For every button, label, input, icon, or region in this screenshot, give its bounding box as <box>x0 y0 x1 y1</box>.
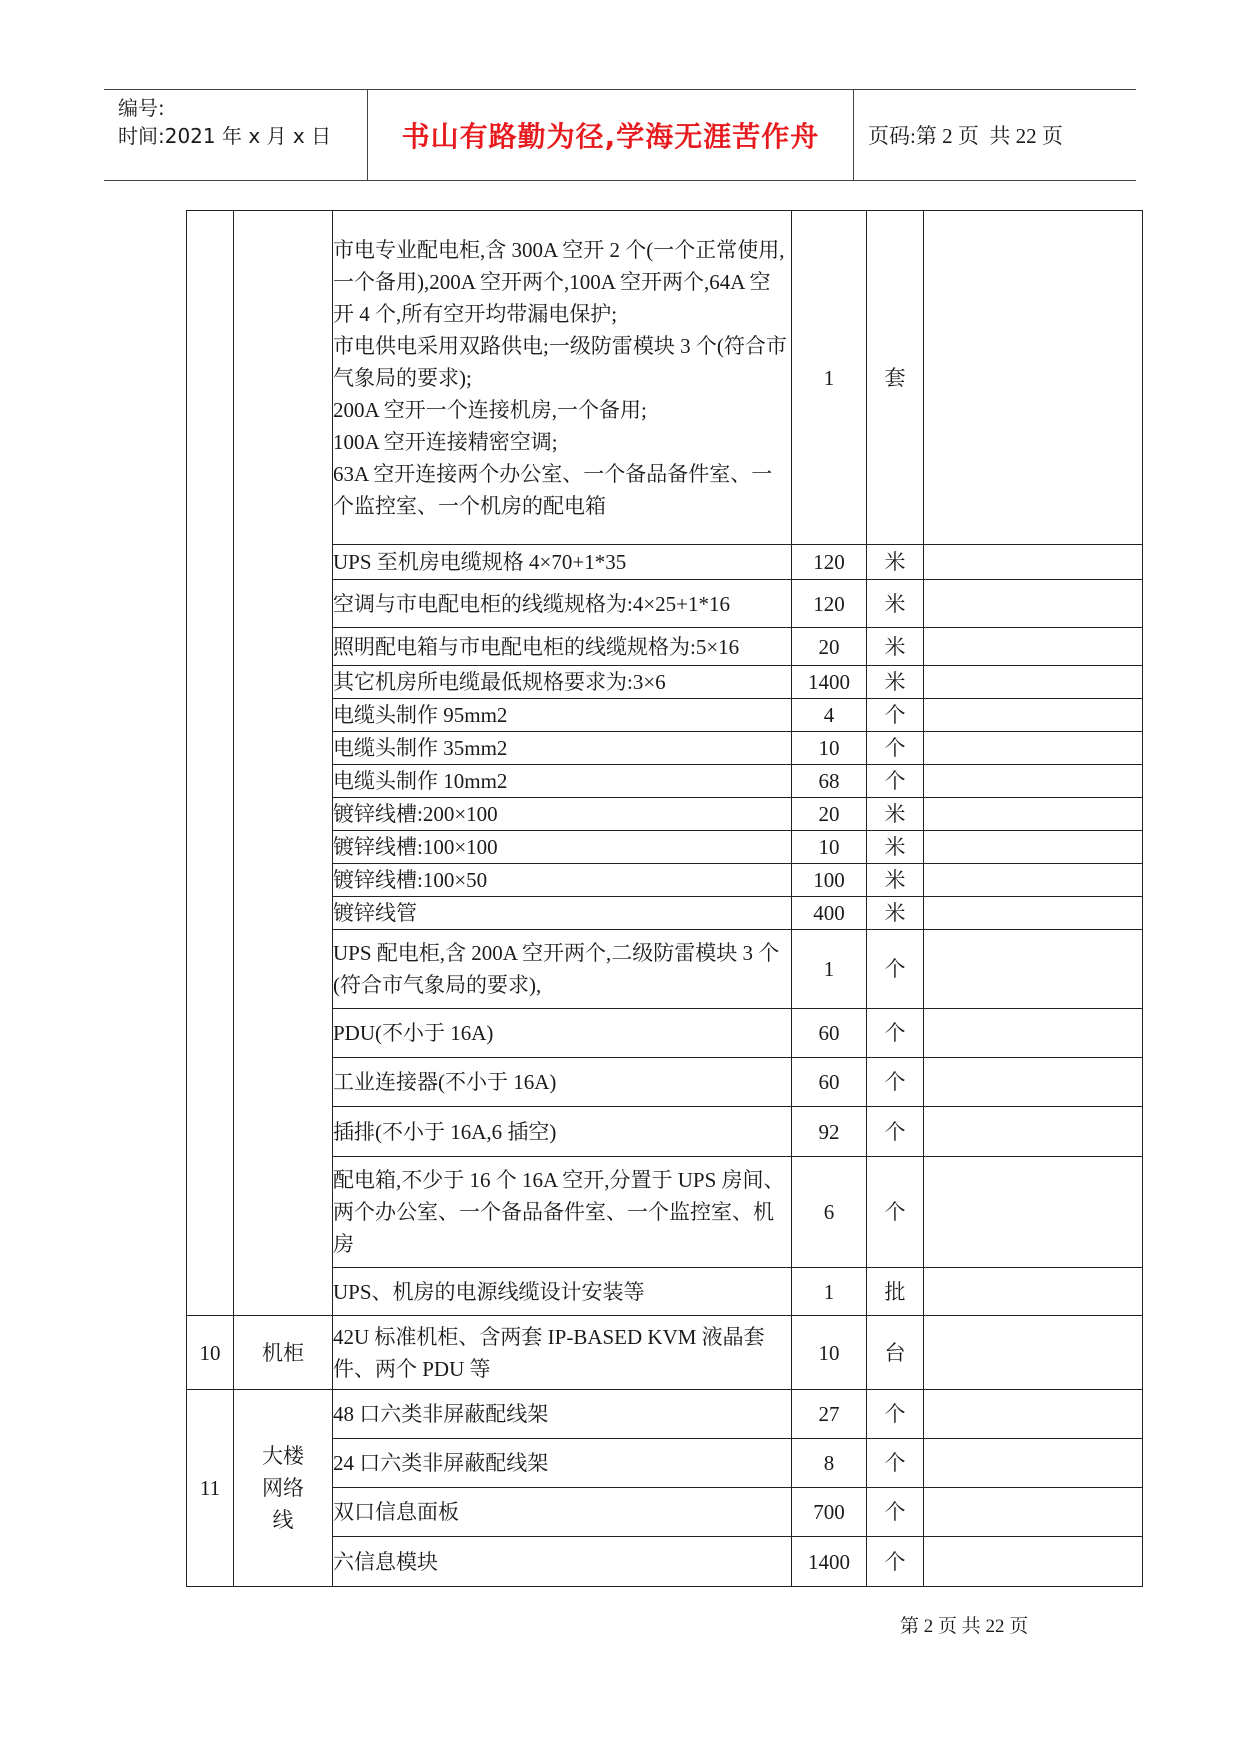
item-description-cell: 工业连接器(不小于 16A) <box>333 1058 792 1107</box>
item-unit-cell: 米 <box>867 864 924 897</box>
item-description-cell: 插排(不小于 16A,6 插空) <box>333 1107 792 1157</box>
item-unit-cell: 米 <box>867 897 924 930</box>
item-description-cell: 镀锌线槽:100×100 <box>333 831 792 864</box>
item-description-cell <box>333 211 792 545</box>
item-unit-cell: 批 <box>867 1268 924 1316</box>
table-row <box>187 211 1143 545</box>
item-quantity-cell: 1 <box>792 930 867 1009</box>
equipment-table <box>186 210 1143 1587</box>
item-description-cell: UPS 配电柜,含 200A 空开两个,二级防雷模块 3 个(符合市气象局的要求), <box>333 930 792 1009</box>
item-unit-cell: 个 <box>867 1009 924 1058</box>
item-name-cell <box>234 1390 333 1587</box>
item-unit-cell: 个 <box>867 1439 924 1488</box>
item-quantity-cell: 10 <box>792 732 867 765</box>
item-name-cell: 机柜 <box>234 1316 333 1390</box>
item-remark-cell <box>924 1439 1143 1488</box>
item-quantity-cell: 4 <box>792 699 867 732</box>
item-unit-cell: 个 <box>867 732 924 765</box>
item-unit-cell: 米 <box>867 798 924 831</box>
item-unit-cell: 套 <box>867 211 924 545</box>
table-row <box>187 1390 1143 1439</box>
item-description-cell: 电缆头制作 10mm2 <box>333 765 792 798</box>
item-unit-cell: 个 <box>867 1157 924 1268</box>
item-remark-cell <box>924 1268 1143 1316</box>
item-description-cell: UPS、机房的电源线缆设计安装等 <box>333 1268 792 1316</box>
item-unit-cell: 米 <box>867 831 924 864</box>
item-description-cell: 电缆头制作 35mm2 <box>333 732 792 765</box>
item-number-cell: 10 <box>187 1316 234 1390</box>
item-quantity-cell: 27 <box>792 1390 867 1439</box>
item-quantity-cell: 68 <box>792 765 867 798</box>
item-unit-cell: 个 <box>867 699 924 732</box>
item-name-cell <box>234 211 333 1316</box>
item-unit-cell: 个 <box>867 1488 924 1537</box>
item-unit-cell: 个 <box>867 1058 924 1107</box>
item-remark-cell <box>924 1058 1143 1107</box>
item-description-cell: 双口信息面板 <box>333 1488 792 1537</box>
header-motto: 书山有路勤为径,学海无涯苦作舟 <box>368 90 854 180</box>
item-quantity-cell: 1400 <box>792 1537 867 1587</box>
item-remark-cell <box>924 897 1143 930</box>
item-quantity-cell: 92 <box>792 1107 867 1157</box>
item-unit-cell: 个 <box>867 930 924 1009</box>
header-meta <box>104 90 368 180</box>
item-description-cell: 48 口六类非屏蔽配线架 <box>333 1390 792 1439</box>
item-quantity-cell: 1 <box>792 1268 867 1316</box>
item-unit-cell: 米 <box>867 580 924 628</box>
item-quantity-cell: 8 <box>792 1439 867 1488</box>
item-description-cell: 空调与市电配电柜的线缆规格为:4×25+1*16 <box>333 580 792 628</box>
item-quantity-cell: 700 <box>792 1488 867 1537</box>
item-remark-cell <box>924 765 1143 798</box>
item-unit-cell: 米 <box>867 666 924 699</box>
item-quantity-cell: 20 <box>792 798 867 831</box>
item-description-cell: 镀锌线槽:200×100 <box>333 798 792 831</box>
item-remark-cell <box>924 1316 1143 1390</box>
page-header <box>104 89 1136 181</box>
item-remark-cell <box>924 1009 1143 1058</box>
item-remark-cell <box>924 798 1143 831</box>
item-remark-cell <box>924 930 1143 1009</box>
item-remark-cell <box>924 699 1143 732</box>
document-time-label: 时间:2021 年 x 月 x 日 <box>118 124 332 148</box>
item-quantity-cell: 6 <box>792 1157 867 1268</box>
item-unit-cell: 个 <box>867 765 924 798</box>
item-unit-cell: 台 <box>867 1316 924 1390</box>
item-description-cell: PDU(不小于 16A) <box>333 1009 792 1058</box>
item-unit-cell: 个 <box>867 1390 924 1439</box>
item-unit-cell: 米 <box>867 545 924 580</box>
item-quantity-cell: 120 <box>792 580 867 628</box>
item-quantity-cell: 400 <box>792 897 867 930</box>
item-quantity-cell: 20 <box>792 628 867 666</box>
item-remark-cell <box>924 732 1143 765</box>
item-unit-cell: 个 <box>867 1107 924 1157</box>
item-remark-cell <box>924 628 1143 666</box>
item-description-text: 市电专业配电柜,含 300A 空开 2 个(一个正常使用,一个备用),200A 空开两个,100A 空开两个,64A 空开 4 个,所有空开均带漏电保护; 市电供电采用双路供电;一级防雷模块 3 个(符合市气象局的要求); 200A 空开一个连接机房,一个备用; 100A 空开连接精密空调; 63A 空开连接两个办公室、一个备品备件室、一个监控室、一个机房的配电箱 <box>333 237 787 518</box>
item-quantity-cell: 1 <box>792 211 867 545</box>
item-description-cell: 配电箱,不少于 16 个 16A 空开,分置于 UPS 房间、两个办公室、一个备品备件室、一个监控室、机房 <box>333 1157 792 1268</box>
item-description-cell: 24 口六类非屏蔽配线架 <box>333 1439 792 1488</box>
item-quantity-cell: 1400 <box>792 666 867 699</box>
item-description-cell: 六信息模块 <box>333 1537 792 1587</box>
document-number-label: 编号: <box>118 96 165 120</box>
item-remark-cell <box>924 666 1143 699</box>
item-remark-cell <box>924 1390 1143 1439</box>
header-page-info <box>854 90 1136 180</box>
item-description-cell: 42U 标准机柜、含两套 IP-BASED KVM 液晶套件、两个 PDU 等 <box>333 1316 792 1390</box>
table-row <box>187 1316 1143 1390</box>
item-quantity-cell: 60 <box>792 1058 867 1107</box>
item-remark-cell <box>924 1107 1143 1157</box>
item-quantity-cell: 10 <box>792 831 867 864</box>
item-quantity-cell: 10 <box>792 1316 867 1390</box>
item-quantity-cell: 120 <box>792 545 867 580</box>
item-description-cell: 镀锌线管 <box>333 897 792 930</box>
header-page-info-text: 页码:第 2 页 共 22 页 <box>868 124 1063 148</box>
item-remark-cell <box>924 1157 1143 1268</box>
item-remark-cell <box>924 211 1143 545</box>
item-number-cell: 11 <box>187 1390 234 1587</box>
item-description-cell: 镀锌线槽:100×50 <box>333 864 792 897</box>
item-remark-cell <box>924 1537 1143 1587</box>
item-quantity-cell: 100 <box>792 864 867 897</box>
item-remark-cell <box>924 580 1143 628</box>
item-name-text: 大楼网络线 <box>262 1444 304 1532</box>
item-remark-cell <box>924 864 1143 897</box>
item-remark-cell <box>924 1488 1143 1537</box>
item-remark-cell <box>924 831 1143 864</box>
item-unit-cell: 个 <box>867 1537 924 1587</box>
item-description-cell: 照明配电箱与市电配电柜的线缆规格为:5×16 <box>333 628 792 666</box>
item-quantity-cell: 60 <box>792 1009 867 1058</box>
item-unit-cell: 米 <box>867 628 924 666</box>
page-footer <box>900 1611 1028 1638</box>
item-description-cell: 其它机房所电缆最低规格要求为:3×6 <box>333 666 792 699</box>
item-number-cell <box>187 211 234 1316</box>
item-description-cell: 电缆头制作 95mm2 <box>333 699 792 732</box>
item-remark-cell <box>924 545 1143 580</box>
footer-page-number: 第 2 页 共 22 页 <box>900 1616 1029 1637</box>
item-description-cell: UPS 至机房电缆规格 4×70+1*35 <box>333 545 792 580</box>
